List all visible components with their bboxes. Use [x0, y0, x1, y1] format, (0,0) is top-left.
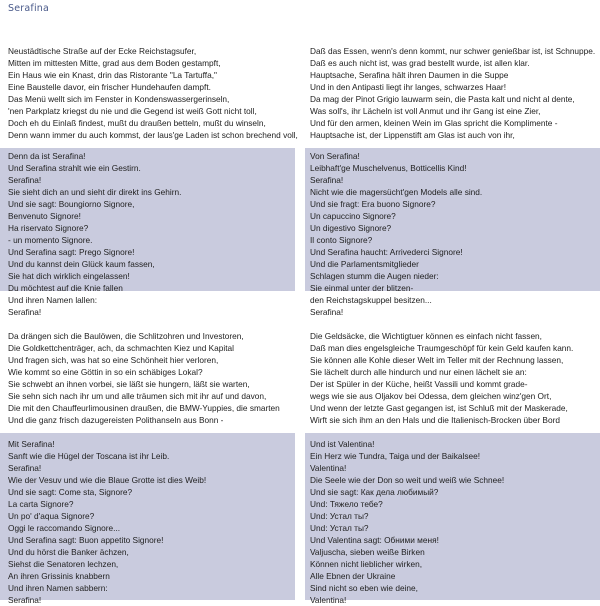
- lyric-line: Und sie fragt: Era buono Signore?: [310, 199, 436, 209]
- lyric-line: Valjuscha, sieben weiße Birken: [310, 547, 425, 557]
- lyric-line: Hauptsache ist, der Lippenstift am Glas ist auch von ihr,: [310, 130, 515, 140]
- lyric-line: [310, 426, 600, 438]
- lyric-line: Sanft wie die Hügel der Toscana ist ihr Leib.: [8, 451, 170, 461]
- lyric-line: Und Serafina sagt: Prego Signore!: [8, 247, 135, 257]
- lyric-line: Und sie sagt: Как дела любимый?: [310, 487, 439, 497]
- lyric-line: Und Valentina sagt: Обними меня!: [310, 535, 439, 545]
- lyric-line: wegs wie sie aus Oljakov bei Odessa, dem gleichen winz'gen Ort,: [310, 391, 552, 401]
- lyric-line: den Reichstagskuppel besitzen...: [310, 295, 432, 305]
- lyric-line: Eine Baustelle davor, ein frischer Hundehaufen dampft.: [8, 82, 211, 92]
- lyric-line: Un capuccino Signore?: [310, 211, 396, 221]
- lyric-line: Und in den Antipasti liegt ihr langes, schwarzes Haar!: [310, 82, 507, 92]
- lyric-line: Der ist Spüler in der Küche, heißt Vassili und kommt grade-: [310, 379, 528, 389]
- lyric-line: Schlagen stumm die Augen nieder:: [310, 271, 439, 281]
- lyric-line: Die mit den Chauffeurlimousinen draußen, die BMW-Yuppies, die smarten: [8, 403, 280, 413]
- lyric-line: Sie sehn sich nach ihr um und alle träumen sich mit ihr auf und davon,: [8, 391, 267, 401]
- lyric-line: Die Geldsäcke, die Wichtigtuer können es einfach nicht fassen,: [310, 331, 542, 341]
- lyric-line: Und: Устал ты?: [310, 523, 369, 533]
- lyric-line: [310, 318, 600, 330]
- lyric-line: Und die ganz frisch dazugereisten Polithanseln aus Bonn -: [8, 415, 224, 425]
- lyric-line: Und die Parlamentsmitglieder: [310, 259, 419, 269]
- intro-right-verse: [310, 45, 600, 141]
- lyric-line: Daß man dies engelsgleiche Traumgeschöpf für kein Geld kaufen kann.: [310, 343, 574, 353]
- lyric-line: Oggi le raccomando Signore...: [8, 523, 121, 533]
- lyric-line: [8, 426, 300, 438]
- lyric-line: Sie sieht dich an und sieht dir direkt ins Gehirn.: [8, 187, 182, 197]
- lyric-line: Serafina!: [8, 175, 42, 185]
- lyric-line: Da drängen sich die Baulöwen, die Schlitzohren und Investoren,: [8, 331, 244, 341]
- lyric-line: Die Seele wie der Don so weit und weiß wie Schnee!: [310, 475, 505, 485]
- lyric-line: Un digestivo Signore?: [310, 223, 392, 233]
- lyric-line: Und fragen sich, was hat so eine Schönheit hier verloren,: [8, 355, 219, 365]
- lyric-line: Denn wann immer du auch kommst, der laus'ge Laden ist schon brechend voll,: [8, 130, 298, 140]
- lyric-line: Und ihren Namen sabbern:: [8, 583, 108, 593]
- lyric-line: Valentina!: [310, 595, 347, 605]
- lyric-line: Wirft sie sich ihm an den Hals und die Italienisch-Brocken über Bord: [310, 415, 560, 425]
- lyric-line: Hauptsache, Serafina hält ihren Daumen in die Suppe: [310, 70, 509, 80]
- lyric-line: Und: Устал ты?: [310, 511, 369, 521]
- lyric-line: Und du hörst die Banker ächzen,: [8, 547, 129, 557]
- lyric-line: An ihren Grissinis knabbern: [8, 571, 110, 581]
- lyric-line: Il conto Signore?: [310, 235, 373, 245]
- lyric-line: Sie lächelt durch alle hindurch und nur einen lächelt sie an:: [310, 367, 527, 377]
- lyric-line: Und Serafina haucht: Arrivederci Signore!: [310, 247, 463, 257]
- lyric-line: Sie schwebt an ihnen vorbei, sie läßt sie hungern, läßt sie warten,: [8, 379, 250, 389]
- lyric-line: Daß es auch nicht ist, was grad bestellt wurde, ist allen klar.: [310, 58, 530, 68]
- lyric-line: Die Goldkettchenträger, ach, da schmachten Kiez und Kapital: [8, 343, 234, 353]
- lyric-line: Serafina!: [310, 175, 344, 185]
- lyric-line: Du möchtest auf die Knie fallen: [8, 283, 123, 293]
- lyric-line: 'nen Parkplatz kriegst du nie und die Gegend ist weiß Gott nicht toll,: [8, 106, 257, 116]
- lyric-line: Und ihren Namen lallen:: [8, 295, 98, 305]
- lyric-line: Sie hat dich wirklich eingelassen!: [8, 271, 130, 281]
- lyric-line: Das Menü wellt sich im Fenster in Kondenswassergerinseln,: [8, 94, 230, 104]
- lyric-line: Und du kannst dein Glück kaum fassen,: [8, 259, 155, 269]
- lyric-line: Und wenn der letzte Gast gegangen ist, ist Schluß mit der Maskerade,: [310, 403, 568, 413]
- lyric-line: Können nicht lieblicher wirken,: [310, 559, 423, 569]
- lyric-line: Und sie sagt: Boungiorno Signore,: [8, 199, 135, 209]
- lyric-line: [8, 318, 300, 330]
- lyric-line: Valentina!: [310, 463, 347, 473]
- left-lyrics-column: [8, 150, 300, 606]
- lyric-line: Alle Ebnen der Ukraine: [310, 571, 396, 581]
- lyric-line: Nicht wie die magersücht'gen Models alle sind.: [310, 187, 483, 197]
- lyric-line: Ein Herz wie Tundra, Taiga und der Baikalsee!: [310, 451, 481, 461]
- lyric-line: Sind nicht so eben wie deine,: [310, 583, 418, 593]
- page-title: Serafina: [8, 3, 50, 14]
- lyric-line: Sie können alle Kohle dieser Welt im Teller mit der Rechnung lassen,: [310, 355, 564, 365]
- lyric-line: Wie kommt so eine Göttin in so ein schäbiges Lokal?: [8, 367, 203, 377]
- lyric-line: Siehst die Senatoren lechzen,: [8, 559, 119, 569]
- lyric-line: Und Serafina strahlt wie ein Gestirn.: [8, 163, 141, 173]
- lyric-line: Ha riservato Signore?: [8, 223, 89, 233]
- lyric-line: Un po' d'aqua Signore?: [8, 511, 95, 521]
- lyric-line: Und ist Valentina!: [310, 439, 375, 449]
- lyric-line: Serafina!: [310, 307, 344, 317]
- lyric-line: Neustädtische Straße auf der Ecke Reichstagsufer,: [8, 46, 197, 56]
- lyric-line: Ein Haus wie ein Knast, drin das Ristorante "La Tartuffa,": [8, 70, 217, 80]
- lyric-line: La carta Signore?: [8, 499, 74, 509]
- lyric-line: Leibhaft'ge Muschelvenus, Botticellis Kind!: [310, 163, 467, 173]
- lyric-line: Benvenuto Signore!: [8, 211, 81, 221]
- lyric-line: Denn da ist Serafina!: [8, 151, 86, 161]
- lyric-line: Daß das Essen, wenn's denn kommt, nur schwer genießbar ist, ist Schnuppe.: [310, 46, 596, 56]
- lyric-line: Serafina!: [8, 307, 42, 317]
- lyric-line: Und sie sagt: Come sta, Signore?: [8, 487, 133, 497]
- lyric-line: Und Serafina sagt: Buon appetito Signore!: [8, 535, 164, 545]
- lyric-line: Doch eh du Einlaß findest, mußt du draußen betteln, mußt du winseln,: [8, 118, 266, 128]
- lyric-line: Sie einmal unter der blitzen-: [310, 283, 414, 293]
- lyric-line: Und: Тяжело тебе?: [310, 499, 383, 509]
- lyric-line: Mitten im mittesten Mitte, grad aus dem Boden gestampft,: [8, 58, 221, 68]
- lyric-line: Was soll's, ihr Lächeln ist voll Anmut und ihr Gang ist eine Zier,: [310, 106, 541, 116]
- right-lyrics-column: [310, 150, 600, 606]
- lyric-line: Und für den armen, kleinen Wein im Glas spricht die Komplimente -: [310, 118, 558, 128]
- lyric-line: Von Serafina!: [310, 151, 360, 161]
- lyric-line: Wie der Vesuv und wie die Blaue Grotte ist dies Weib!: [8, 475, 207, 485]
- intro-left-verse: [8, 45, 300, 141]
- lyric-line: Da mag der Pinot Grigio lauwarm sein, die Pasta kalt und nicht al dente,: [310, 94, 575, 104]
- lyric-line: - un momento Signore.: [8, 235, 93, 245]
- lyric-line: Serafina!: [8, 463, 42, 473]
- lyric-line: Mit Serafina!: [8, 439, 55, 449]
- lyric-line: Serafina!: [8, 595, 42, 605]
